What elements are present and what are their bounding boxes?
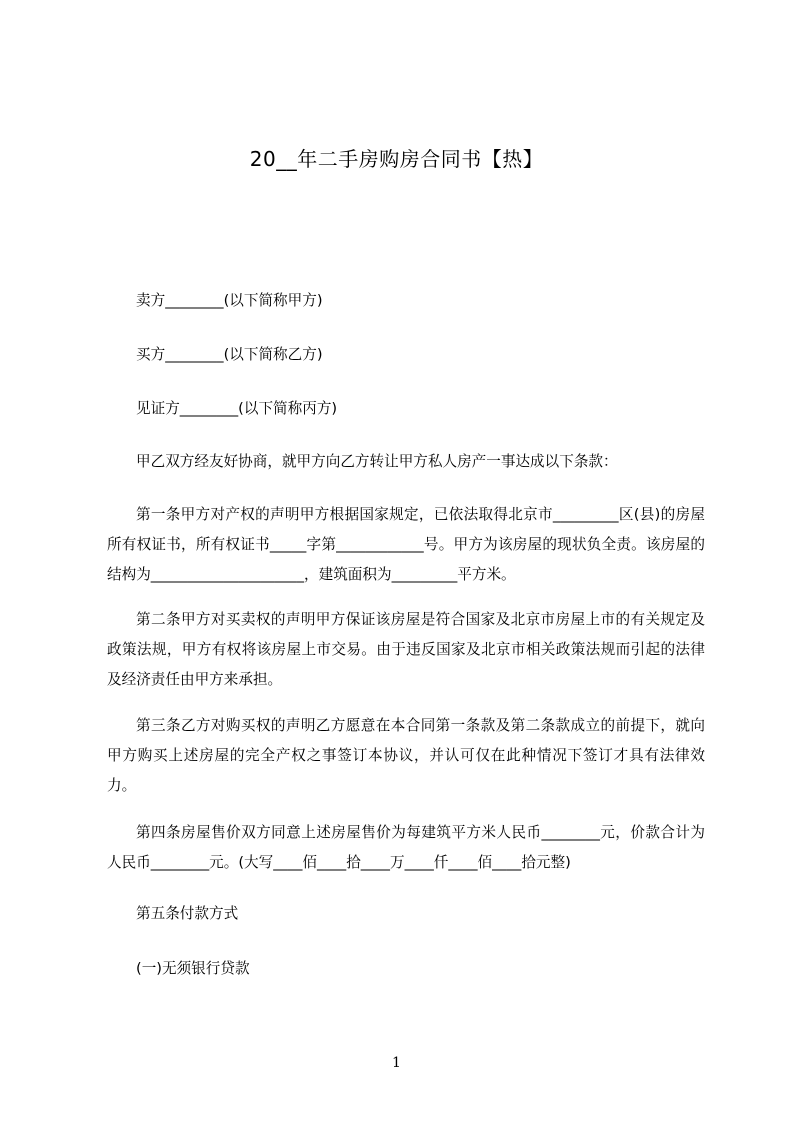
- payment-option-1: (一)无须银行贷款: [136, 960, 250, 977]
- witness-line: 见证方________(以下简称丙方): [136, 400, 338, 417]
- article-5-heading: 第五条付款方式: [136, 905, 239, 922]
- intro-paragraph: 甲乙双方经友好协商，就甲方向乙方转让甲方私人房产一事达成以下条款：: [136, 453, 618, 470]
- seller-line: 卖方________(以下简称甲方): [136, 292, 323, 309]
- buyer-line: 买方________(以下简称乙方): [136, 346, 323, 363]
- article-2-paragraph: 第二条甲方对买卖权的声明甲方保证该房屋是符合国家及北京市房屋上市的有关规定及政策法规，甲方有权将该房屋上市交易。由于违反国家及北京市相关政策法规而引起的法律及经济责任由甲方来承担。: [107, 611, 705, 688]
- article-3-paragraph: 第三条乙方对购买权的声明乙方愿意在本合同第一条款及第二条款成立的前提下，就向甲方购买上述房屋的完全产权之事签订本协议，并认可仅在此种情况下签订才具有法律效力。: [107, 717, 705, 794]
- article-4-paragraph: 第四条房屋售价双方同意上述房屋售价为每建筑平方米人民币________元，价款合计为人民币________元。(大写____佰____拾____万____仟____佰____拾元整): [107, 824, 705, 871]
- article-1-paragraph: 第一条甲方对产权的声明甲方根据国家规定，已依法取得北京市_________区(县)的房屋所有权证书，所有权证书_____字第____________号。甲方为该房屋的现状负全责。该房屋的结构为_____________________，建筑面积为_________平方米。: [107, 506, 705, 583]
- document-title: 20__年二手房购房合同书【热】: [249, 147, 544, 171]
- page-number: 1: [392, 1055, 401, 1071]
